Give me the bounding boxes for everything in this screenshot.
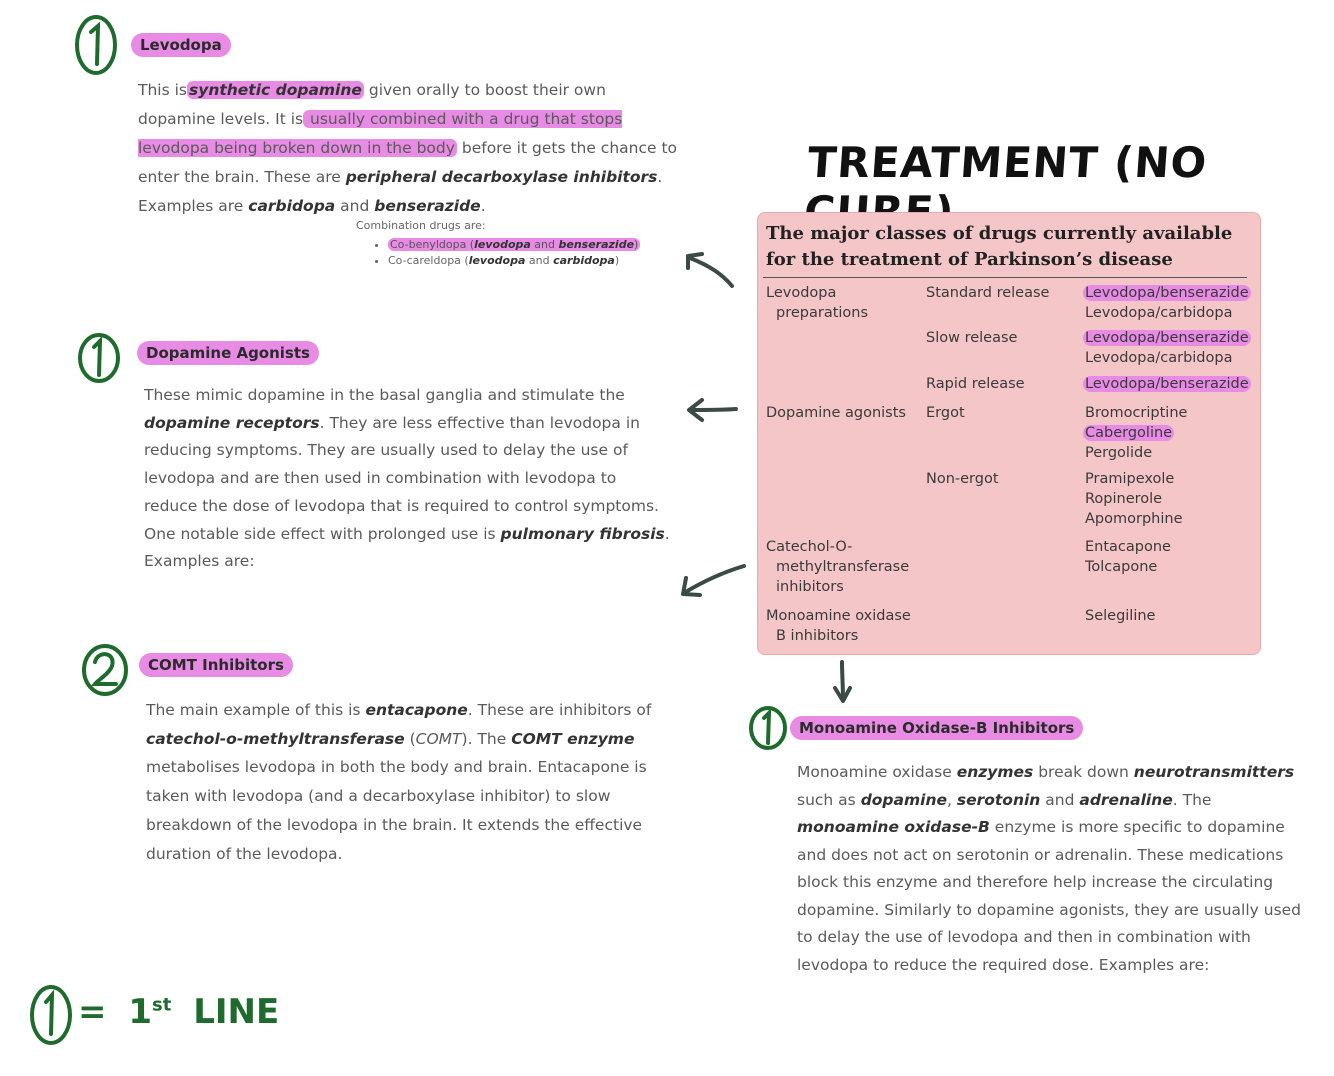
text-span: given orally to boost their own dopamine levels. It is bbox=[138, 81, 606, 128]
legend-text bbox=[78, 992, 279, 1032]
bold-term: adrenaline bbox=[1079, 790, 1173, 809]
text-span: . These are inhibitors of bbox=[467, 701, 652, 719]
text-span: break down bbox=[1033, 763, 1134, 781]
text-span: = bbox=[78, 992, 107, 1032]
list-item bbox=[388, 254, 640, 267]
text-span: before it gets the chance to enter the brain. These are bbox=[138, 139, 678, 186]
italic-term: COMT bbox=[415, 729, 462, 748]
list-item bbox=[388, 238, 640, 251]
table-cell-type: Non-ergot bbox=[926, 471, 999, 487]
table-cell-type: Slow release bbox=[926, 330, 1018, 346]
table-cell-drugs bbox=[1083, 403, 1187, 463]
highlight-combined-drug: usually combined with a drug that stops levodopa being broken down in the body bbox=[138, 110, 623, 157]
cell-text: preparations bbox=[776, 305, 869, 321]
text-span: Monoamine oxidase bbox=[797, 763, 957, 781]
text-span: and bbox=[335, 197, 375, 215]
bold-term: COMT enzyme bbox=[511, 729, 635, 748]
bold-term: pulmonary fibrosis bbox=[500, 524, 665, 543]
bold-term: benserazide bbox=[374, 197, 481, 215]
cell-text: Levodopa bbox=[766, 285, 837, 301]
levodopa-paragraph bbox=[138, 76, 683, 221]
cell-text: Tolcapone bbox=[1085, 559, 1158, 575]
table-cell-drugs bbox=[1083, 374, 1251, 394]
combo-heading: Combination drugs are: bbox=[356, 219, 486, 232]
text-span: These mimic dopamine in the basal ganglia and stimulate the bbox=[144, 386, 625, 404]
comt-inhibitors-title: COMT Inhibitors bbox=[139, 653, 293, 677]
cell-text: Bromocriptine bbox=[1085, 405, 1188, 421]
cell-text: Pergolide bbox=[1085, 445, 1153, 461]
bold-term: levodopa bbox=[474, 238, 531, 251]
table-cell-type: Rapid release bbox=[926, 376, 1025, 392]
text-span: . bbox=[480, 197, 486, 215]
bold-term: carbidopa bbox=[248, 197, 336, 215]
levodopa-title: Levodopa bbox=[131, 33, 231, 57]
text-span: ) bbox=[614, 254, 620, 267]
maob-inhibitors-title: Monoamine Oxidase-B Inhibitors bbox=[790, 716, 1083, 740]
text-span: and bbox=[525, 254, 554, 267]
arrow-to-comt-icon bbox=[676, 560, 748, 600]
table-divider bbox=[763, 277, 1247, 278]
text-span: . Examples are bbox=[138, 168, 663, 215]
text-span: ) bbox=[634, 238, 639, 251]
bold-term: enzymes bbox=[956, 763, 1034, 781]
text-span: ( bbox=[404, 729, 416, 748]
bold-term: peripheral decarboxylase inhibitors bbox=[345, 168, 658, 186]
cell-text: Levodopa/carbidopa bbox=[1085, 305, 1233, 321]
cell-text: Apomorphine bbox=[1085, 511, 1183, 527]
bold-term: dopamine receptors bbox=[144, 413, 320, 432]
bold-term: benserazide bbox=[558, 238, 635, 251]
circled-two-comt-icon bbox=[80, 642, 132, 698]
text-span: This is bbox=[138, 81, 187, 99]
cell-text: Ropinerole bbox=[1085, 491, 1163, 507]
combination-drugs-list bbox=[356, 219, 640, 270]
bold-term: entacapone bbox=[365, 701, 468, 719]
table-cell-class bbox=[766, 537, 909, 597]
text-span: , bbox=[947, 790, 957, 809]
text-span: Co-careldopa ( bbox=[388, 254, 469, 267]
text-span: Co-benyldopa ( bbox=[390, 238, 475, 251]
text-span: and bbox=[1040, 790, 1080, 809]
cell-text: B inhibitors bbox=[776, 628, 859, 644]
table-cell-class: Dopamine agonists bbox=[766, 405, 906, 421]
text-span: metabolises levodopa in both the body and brain. Entacapone is taken with levodopa (and a decarboxylase inhibitor) to slow breakdown of the levodopa in the brain. It extends the effective duration of the levodopa. bbox=[146, 758, 647, 863]
highlight-drug: Levodopa/benserazide bbox=[1085, 285, 1249, 301]
maob-paragraph bbox=[797, 759, 1312, 979]
bold-term: levodopa bbox=[468, 254, 526, 267]
table-cell-drugs bbox=[1083, 328, 1251, 368]
agonists-paragraph bbox=[144, 382, 674, 576]
dopamine-agonists-title: Dopamine Agonists bbox=[137, 341, 319, 365]
text-span: The main example of this is bbox=[146, 701, 366, 719]
bold-term: neurotransmitters bbox=[1133, 763, 1295, 781]
text-span: st bbox=[152, 994, 172, 1016]
text-span: and bbox=[530, 238, 559, 251]
circled-one-levodopa-icon bbox=[72, 12, 122, 78]
text-span: . The bbox=[1172, 790, 1212, 809]
table-cell-drugs bbox=[1085, 469, 1183, 529]
cell-text: methyltransferase bbox=[776, 559, 910, 575]
text-span: LINE bbox=[193, 992, 280, 1032]
cell-text: inhibitors bbox=[776, 579, 844, 595]
text-span: such as bbox=[797, 790, 861, 809]
table-cell-type: Ergot bbox=[926, 405, 965, 421]
table-cell-class bbox=[766, 606, 911, 646]
table-cell-drugs bbox=[1085, 537, 1171, 577]
cell-text: Entacapone bbox=[1085, 539, 1171, 555]
highlight-drug: Levodopa/benserazide bbox=[1085, 376, 1249, 392]
circled-one-agonists-icon bbox=[75, 330, 125, 386]
table-title: The major classes of drugs currently available for the treatment of Parkinson’s disease bbox=[766, 223, 1233, 270]
arrow-to-maob-icon bbox=[828, 658, 858, 706]
text-span: ). The bbox=[461, 729, 512, 748]
cell-text: Levodopa/carbidopa bbox=[1085, 350, 1233, 366]
highlight-synthetic-dopamine: synthetic dopamine bbox=[188, 81, 362, 99]
bold-term: monoamine oxidase-B bbox=[797, 818, 990, 836]
table-cell-drugs bbox=[1083, 283, 1251, 323]
bold-term: serotonin bbox=[956, 790, 1041, 809]
table-cell-drugs: Selegiline bbox=[1085, 608, 1156, 624]
circled-one-maob-icon bbox=[747, 704, 791, 752]
comt-paragraph bbox=[146, 696, 691, 868]
text-span: 1 bbox=[128, 992, 153, 1032]
cell-text: Catechol-O- bbox=[766, 539, 853, 555]
text-span: enzyme is more specific to dopamine and does not act on serotonin or adrenalin. These medications block this enzyme and therefore help increase the circulating dopamine. Similarly to dopamine agonists, they are usually used to delay the use of levodopa and then in combination with levodopa to reduce the required dose. Examples are: bbox=[797, 818, 1302, 974]
text-span: . They are less effective than levodopa in reducing symptoms. They are usually used to delay the use of levodopa and are then used in combination with levodopa to reduce the dose of levodopa that is required to control symptoms. One notable side effect with prolonged use is bbox=[144, 413, 659, 543]
arrow-to-levodopa-icon bbox=[680, 246, 740, 292]
bold-term: dopamine bbox=[860, 790, 947, 809]
treatment-heading: TREATMENT (NO bbox=[806, 138, 1209, 187]
highlight-drug: Cabergoline bbox=[1085, 425, 1173, 441]
arrow-to-agonists-icon bbox=[684, 396, 740, 426]
bold-term: carbidopa bbox=[553, 254, 615, 267]
table-cell-type: Standard release bbox=[926, 285, 1050, 301]
bold-term: catechol-o-methyltransferase bbox=[146, 729, 405, 748]
table-cell-class bbox=[766, 283, 868, 323]
circled-one-legend-icon bbox=[28, 982, 76, 1048]
cell-text: Pramipexole bbox=[1085, 471, 1175, 487]
cell-text: Monoamine oxidase bbox=[766, 608, 911, 624]
highlight-drug: Levodopa/benserazide bbox=[1085, 330, 1249, 346]
text-span: . Examples are: bbox=[144, 524, 670, 571]
